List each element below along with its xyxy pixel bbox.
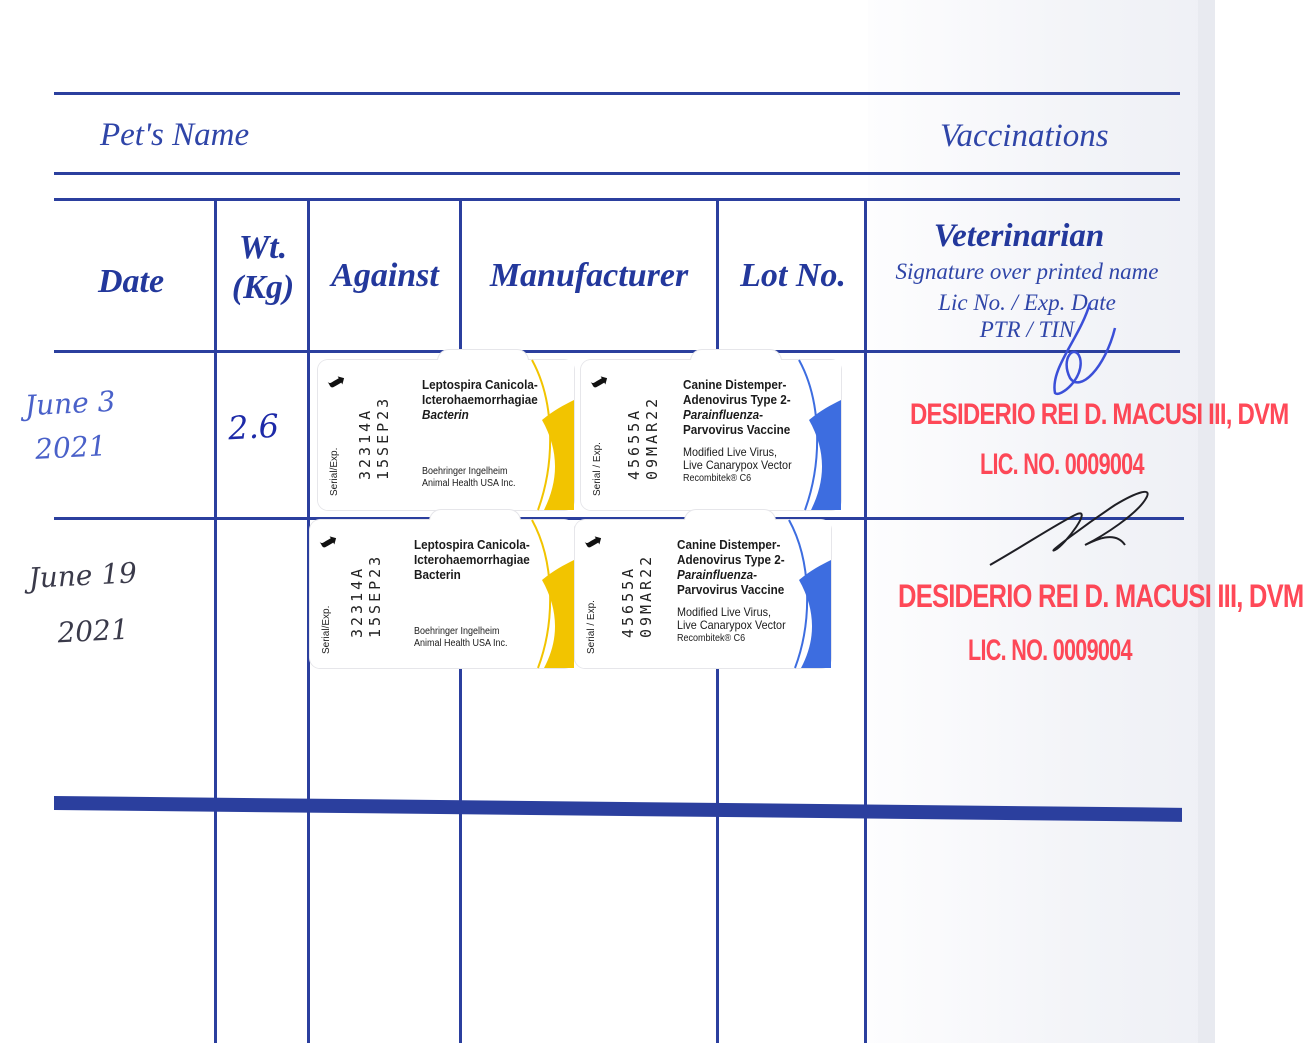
manufacturer-line: Boehringer Ingelheim xyxy=(422,466,508,477)
title-bottom-rule xyxy=(54,172,1180,175)
vaccine-detail-line: Recombitek® C6 xyxy=(683,473,752,484)
table-top-rule xyxy=(54,198,1180,201)
row2-signature xyxy=(985,475,1165,575)
vaccine-detail-line: Live Canarypox Vector xyxy=(677,618,786,632)
serial-exp-label: Serial/Exp. xyxy=(329,447,340,496)
page-fold xyxy=(1198,0,1215,1043)
manufacturer-line: Boehringer Ingelheim xyxy=(414,626,500,637)
vaccine-sticker-row2-leptospira xyxy=(310,520,574,668)
row1-stamp-license: LIC. NO. 0009004 xyxy=(980,448,1144,481)
row2-date-line1: June 19 xyxy=(27,556,138,595)
vaccine-name-line: Canine Distemper- xyxy=(683,377,787,392)
vaccine-sticker-row1-leptospira xyxy=(318,360,574,510)
vaccine-name-line: Icterohaemorrhagiae xyxy=(414,552,530,567)
serial-number: 32314A xyxy=(356,407,374,480)
vaccine-name-line: Parvovirus Vaccine xyxy=(683,422,791,437)
column-header-weight xyxy=(218,228,308,308)
row2-stamp-license: LIC. NO. 0009004 xyxy=(968,634,1132,667)
vaccine-name-line: Bacterin xyxy=(422,407,469,422)
serial-number: 45655A xyxy=(619,565,637,638)
vaccine-name-line: Parainfluenza- xyxy=(683,407,763,422)
expiry-date: 09MAR22 xyxy=(637,553,655,638)
row1-date xyxy=(24,380,119,473)
column-divider-1 xyxy=(214,200,217,1043)
peel-arrow-icon: ➥ xyxy=(314,527,344,558)
vaccine-name-line: Adenovirus Type 2- xyxy=(683,392,791,407)
column-header-lot-no: Lot No. xyxy=(740,257,846,294)
vaccine-name-line: Leptospira Canicola- xyxy=(414,537,530,552)
vaccine-name-line: Adenovirus Type 2- xyxy=(677,552,785,567)
row1-date-line1: June 3 xyxy=(24,384,117,423)
column-header-weight-line1: Wt. xyxy=(238,229,288,266)
vaccine-detail-line: Live Canarypox Vector xyxy=(683,458,792,472)
row1-signature xyxy=(1030,298,1120,408)
vaccine-name-line: Canine Distemper- xyxy=(677,537,781,552)
header-bottom-rule xyxy=(54,350,1180,353)
vet-license-caption: Lic No. / Exp. Date xyxy=(938,290,1116,315)
column-divider-5 xyxy=(864,200,867,1043)
vaccine-detail-line: Recombitek® C6 xyxy=(677,633,746,644)
column-header-date: Date xyxy=(97,263,165,300)
peel-arrow-icon: ➥ xyxy=(579,527,609,558)
serial-exp-label: Serial / Exp. xyxy=(586,600,597,654)
serial-exp-label: Serial / Exp. xyxy=(592,442,603,496)
vaccine-sticker-row1-distemper xyxy=(581,360,841,510)
manufacturer-line: Animal Health USA Inc. xyxy=(422,478,516,489)
vaccine-name-line: Parainfluenza- xyxy=(677,567,757,582)
vaccine-name-line: Bacterin xyxy=(414,567,461,582)
top-rule xyxy=(54,92,1180,95)
vaccine-detail-line: Modified Live Virus, xyxy=(683,445,778,459)
row2-date-line2: 2021 xyxy=(56,612,130,650)
row2-date xyxy=(27,545,141,663)
peel-arrow-icon: ➥ xyxy=(322,367,352,398)
column-header-against: Against xyxy=(331,257,439,294)
vaccine-name-line: Leptospira Canicola- xyxy=(422,377,538,392)
vaccine-sticker-row2-distemper xyxy=(575,520,831,668)
vet-ptr-caption: PTR / TIN xyxy=(979,317,1075,342)
vaccine-detail-line: Modified Live Virus, xyxy=(677,605,772,619)
serial-number: 45655A xyxy=(625,407,643,480)
row1-date-line2: 2021 xyxy=(34,429,108,466)
row1-stamp-name: DESIDERIO REI D. MACUSI III, DVM xyxy=(910,398,1289,431)
expiry-date: 09MAR22 xyxy=(643,395,661,480)
pet-name-label: Pet's Name xyxy=(100,117,250,153)
column-header-manufacturer: Manufacturer xyxy=(489,257,689,294)
vaccinations-label: Vaccinations xyxy=(940,118,1109,154)
column-header-veterinarian: Veterinarian xyxy=(933,218,1105,254)
expiry-date: 15SEP23 xyxy=(366,553,384,638)
vaccine-name-line: Parvovirus Vaccine xyxy=(677,582,785,597)
serial-number: 32314A xyxy=(348,565,366,638)
manufacturer-line: Animal Health USA Inc. xyxy=(414,638,508,649)
row1-weight: 2.6 xyxy=(227,406,280,448)
column-header-weight-line2: (Kg) xyxy=(231,269,295,306)
vet-signature-caption: Signature over printed name xyxy=(895,259,1159,284)
serial-exp-label: Serial/Exp. xyxy=(321,605,332,654)
expiry-date: 15SEP23 xyxy=(374,395,392,480)
row2-stamp-name: DESIDERIO REI D. MACUSI III, DVM xyxy=(898,578,1303,614)
peel-arrow-icon: ➥ xyxy=(585,367,615,398)
vaccine-name-line: Icterohaemorrhagiae xyxy=(422,392,538,407)
